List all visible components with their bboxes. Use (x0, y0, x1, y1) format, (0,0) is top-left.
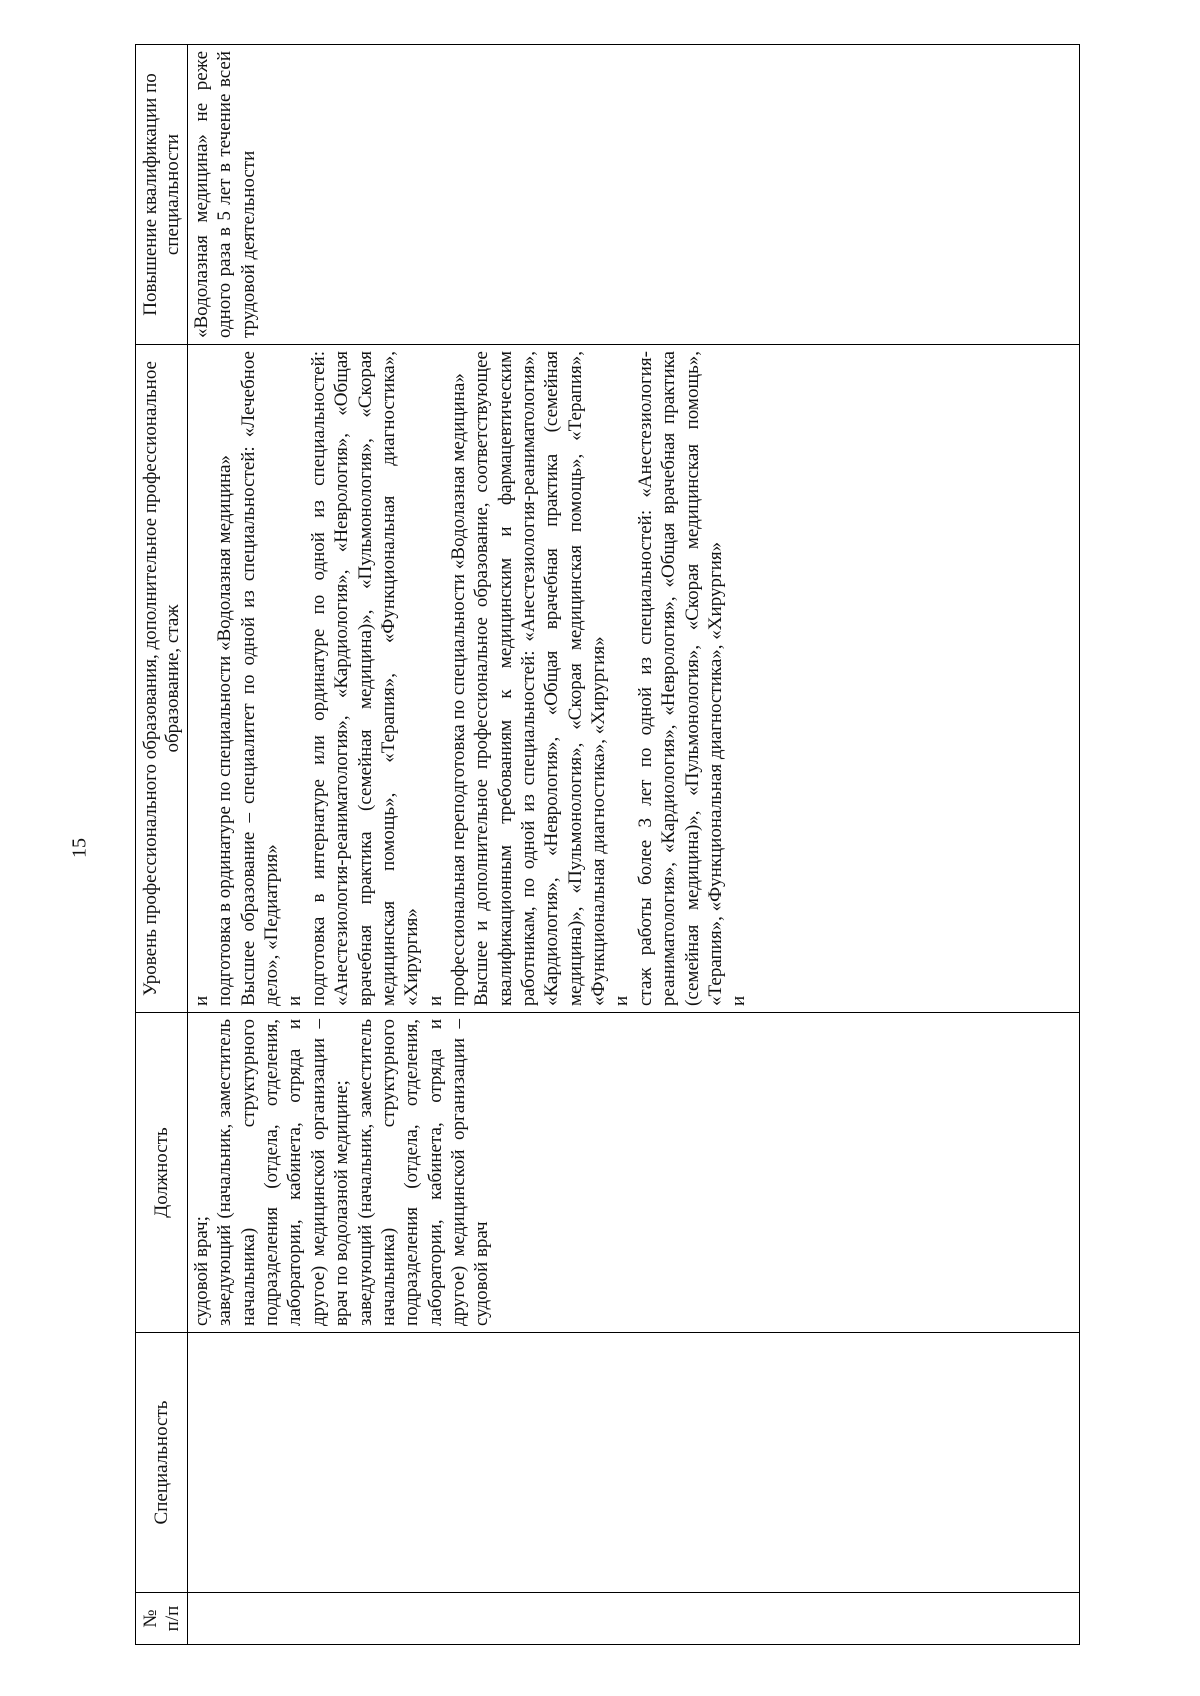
table-row (188, 45, 1080, 1645)
page-number: 15 (68, 838, 91, 858)
header-specialty: Специальность (136, 1333, 188, 1593)
position-ship-doctor: судовой врач; (191, 1216, 212, 1326)
edu-retraining: профессиональная переподготовка по специальности «Водолазная медицина» (447, 373, 469, 1006)
position-head-diving: заведующий (начальник, заместитель начальника) структурного подразделения (отдела, отделения, лаборатории, кабинета, отряда и другое) медицинской организации – врач по водолазной медицине; (214, 1019, 353, 1326)
rotated-page (135, 45, 1080, 1645)
cell-specialty (188, 1333, 1080, 1593)
edu-and: и (611, 995, 633, 1006)
cell-num (188, 1593, 1080, 1645)
edu-and: и (284, 995, 306, 1006)
edu-higher-additional: Высшее и дополнительное профессиональное образование, соответствующее квалификационным требованиям к медицинским и фармацевтическим работникам, по одной из специальностей: «Анестезиология-реаниматология», «Кардиология», «Неврология», «Общая врачебная практика (семейная медицина)», «Пульмонология», «Скорая медицинская помощь», «Терапия», «Функциональная диагностика», «Хирургия» (471, 351, 610, 1006)
edu-higher-specialist: Высшее образование – специалитет по одной из специальностей: «Лечебное дело», «Педиатрия» (237, 351, 283, 1006)
edu-and: и (424, 995, 446, 1006)
cell-position (188, 1013, 1080, 1333)
edu-and: и (728, 995, 750, 1006)
position-head-ship: заведующий (начальник, заместитель начальника) структурного подразделения (отдела, отделения, лаборатории, кабинета, отряда и другое) медицинской организации – судовой врач (354, 1019, 493, 1326)
header-num: № п/п (136, 1593, 188, 1645)
edu-work-experience: стаж работы более 3 лет по одной из специальностей: «Анестезиология-реаниматология», «Кардиология», «Неврология», «Общая врачебная практика (семейная медицина)», «Пульмонология», «Скорая медицинская помощь», «Терапия», «Функциональная диагностика», «Хирургия» (634, 351, 726, 1006)
edu-residency-diving: подготовка в ординатуре по специальности «Водолазная медицина» (214, 454, 236, 1006)
cell-education (188, 345, 1080, 1013)
edu-internship-residency: подготовка в интернатуре или ординатуре по одной из специальностей: «Анестезиология-реаниматология», «Кардиология», «Неврология», «Общая врачебная практика (семейная медицина)», «Пульмонология», «Скорая медицинская помощь», «Терапия», «Функциональная диагностика», «Хирургия» (307, 351, 423, 1006)
header-position: Должность (136, 1013, 188, 1333)
cell-qualification: «Водолазная медицина» не реже одного раза в 5 лет в течение всей трудовой деятельности (188, 45, 1080, 345)
edu-and: и (191, 995, 212, 1006)
table-header-row (136, 45, 188, 1645)
qualification-table (135, 44, 1080, 1645)
header-qualification: Повышение квалификации по специальности (136, 45, 188, 345)
header-education: Уровень профессионального образования, дополнительное профессиональное образование, стаж (136, 345, 188, 1013)
